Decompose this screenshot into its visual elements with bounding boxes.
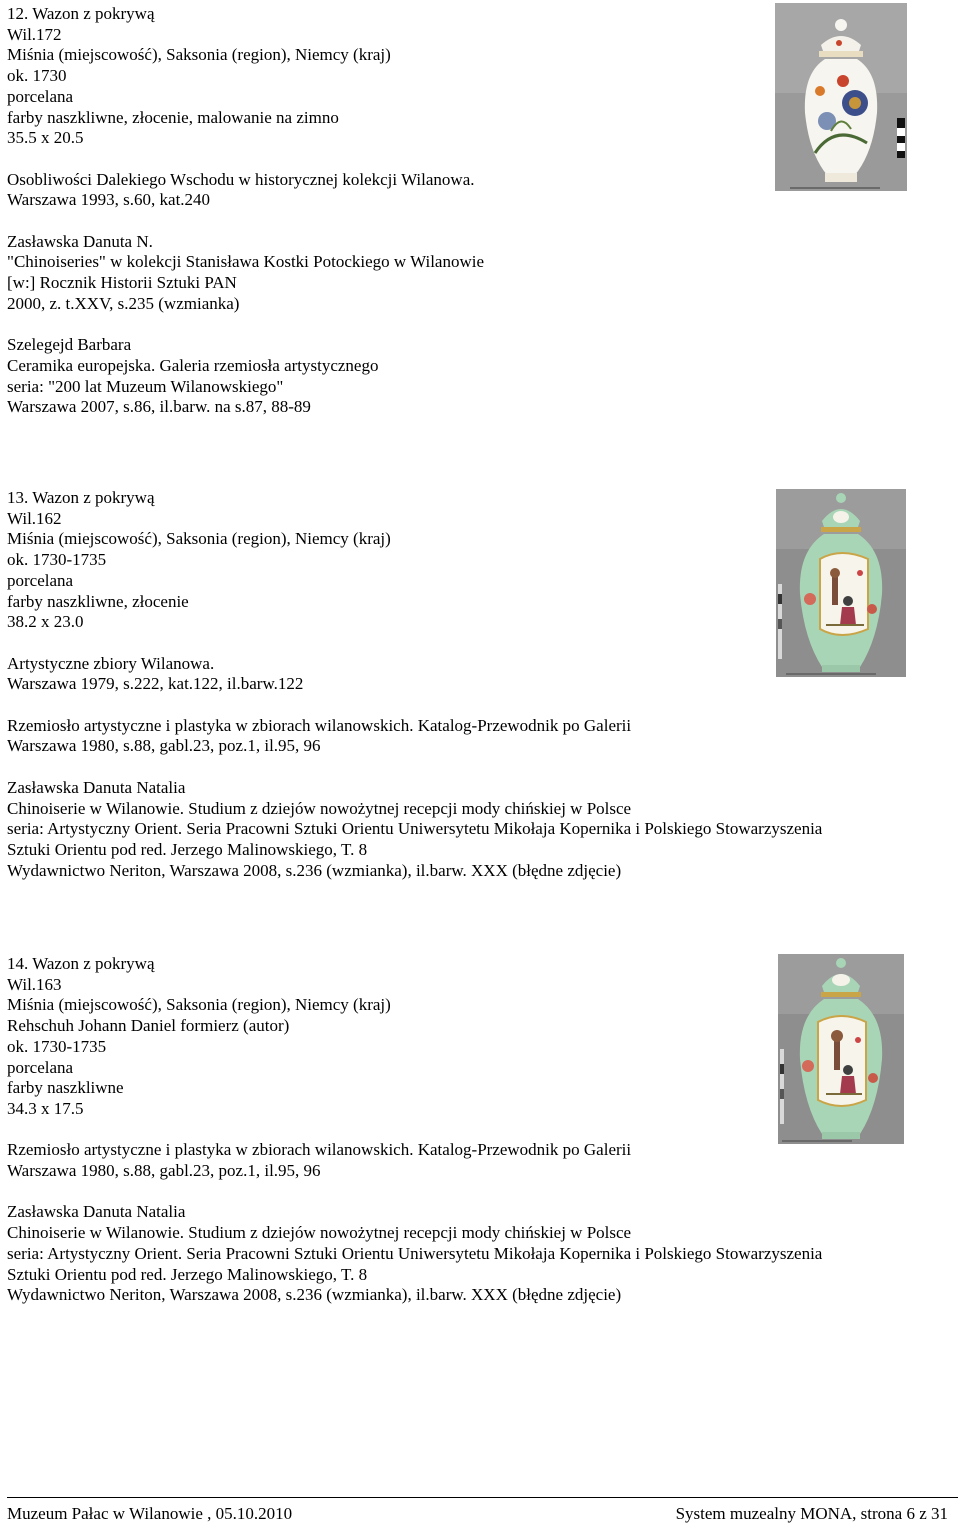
entry-line: seria: Artystyczny Orient. Seria Pracowni Sztuki Orientu Uniwersytetu Mikołaja Kopernika i Polskiego Stowarzyszenia — [7, 1243, 823, 1263]
entry-line: Warszawa 2007, s.86, il.barw. na s.87, 88-89 — [7, 397, 311, 417]
entry-line: porcelana — [7, 1057, 74, 1077]
entry-line: Sztuki Orientu pod red. Jerzego Malinowskiego, T. 8 — [7, 1264, 368, 1284]
entry-line: Rehschuh Johann Daniel formierz (autor) — [7, 1016, 290, 1036]
entry-line: 34.3 x 17.5 — [7, 1098, 84, 1118]
blank-line — [7, 757, 947, 778]
entry-line: Rzemiosło artystyczne i plastyka w zbiorach wilanowskich. Katalog-Przewodnik po Galerii — [7, 715, 632, 735]
entry-line: farby naszkliwne — [7, 1078, 124, 1098]
entry-line: farby naszkliwne, złocenie, malowanie na zimno — [7, 107, 339, 127]
entry-line: 38.2 x 23.0 — [7, 612, 84, 632]
entry-line: Rzemiosło artystyczne i plastyka w zbiorach wilanowskich. Katalog-Przewodnik po Galerii — [7, 1140, 632, 1160]
entry-line: ok. 1730-1735 — [7, 550, 107, 570]
blank-line — [7, 1182, 947, 1203]
entry-line: Warszawa 1980, s.88, gabl.23, poz.1, il.95, 96 — [7, 736, 321, 756]
entry-line: Szelegejd Barbara — [7, 335, 132, 355]
entry-line: porcelana — [7, 570, 74, 590]
blank-line — [7, 211, 947, 232]
entry-line: Warszawa 1979, s.222, kat.122, il.barw.122 — [7, 674, 304, 694]
entry-line: porcelana — [7, 86, 74, 106]
entry-title: 13. Wazon z pokrywą — [7, 488, 155, 507]
green-vase-with-chinoiserie-photo — [778, 954, 904, 1144]
entry-line: Zasławska Danuta Natalia — [7, 1202, 186, 1222]
entry-line: ok. 1730-1735 — [7, 1036, 107, 1056]
entry-line: Wydawnictwo Neriton, Warszawa 2008, s.236 (wzmianka), il.barw. XXX (błędne zdjęcie) — [7, 1285, 622, 1305]
entry-line: Miśnia (miejscowość), Saksonia (region), Niemcy (kraj) — [7, 45, 391, 65]
green-vase-with-chinoiserie-photo — [776, 489, 906, 677]
entry-line: Zasławska Danuta N. — [7, 231, 153, 251]
entry-line: Miśnia (miejscowość), Saksonia (region), Niemcy (kraj) — [7, 529, 391, 549]
entry-line: ok. 1730 — [7, 66, 67, 86]
entry-line: Artystyczne zbiory Wilanowa. — [7, 653, 215, 673]
entry-line: seria: "200 lat Muzeum Wilanowskiego" — [7, 376, 284, 396]
entry-line: farby naszkliwne, złocenie — [7, 591, 189, 611]
entry-line: 2000, z. t.XXV, s.235 (wzmianka) — [7, 293, 240, 313]
entry-line: Wil.162 — [7, 508, 62, 528]
footer-right: System muzealny MONA, strona 6 z 31 — [675, 1504, 948, 1523]
entry-title: 14. Wazon z pokrywą — [7, 954, 155, 973]
entry-line: Sztuki Orientu pod red. Jerzego Malinowskiego, T. 8 — [7, 839, 368, 859]
entry-line: 35.5 x 20.5 — [7, 128, 84, 148]
entry-line: [w:] Rocznik Historii Sztuki PAN — [7, 273, 237, 293]
entry-line: Ceramika europejska. Galeria rzemiosła artystycznego — [7, 355, 379, 375]
entry-line: Wydawnictwo Neriton, Warszawa 2008, s.236 (wzmianka), il.barw. XXX (błędne zdjęcie) — [7, 860, 622, 880]
blank-line — [7, 695, 947, 716]
entry-line: Wil.163 — [7, 974, 62, 994]
white-vase-with-flowers-photo — [775, 3, 907, 191]
entry-line: Warszawa 1993, s.60, kat.240 — [7, 190, 211, 210]
entry-line: Miśnia (miejscowość), Saksonia (region), Niemcy (kraj) — [7, 995, 391, 1015]
entry-line: Wil.172 — [7, 24, 62, 44]
entry-line: Osobliwości Dalekiego Wschodu w historycznej kolekcji Wilanowa. — [7, 169, 475, 189]
entry-title: 12. Wazon z pokrywą — [7, 4, 155, 23]
entry-line: "Chinoiseries" w kolekcji Stanisława Kostki Potockiego w Wilanowie — [7, 252, 485, 272]
entry-line: seria: Artystyczny Orient. Seria Pracowni Sztuki Orientu Uniwersytetu Mikołaja Kopernika i Polskiego Stowarzyszenia — [7, 819, 823, 839]
entry-line: Chinoiserie w Wilanowie. Studium z dziejów nowożytnej recepcji mody chińskiej w Polsce — [7, 798, 632, 818]
page-footer — [7, 1497, 958, 1528]
entry-line: Chinoiserie w Wilanowie. Studium z dziejów nowożytnej recepcji mody chińskiej w Polsce — [7, 1223, 632, 1243]
footer-left: Muzeum Pałac w Wilanowie , 05.10.2010 — [7, 1504, 293, 1523]
entry-line: Zasławska Danuta Natalia — [7, 777, 186, 797]
blank-line — [7, 315, 947, 336]
entry-line: Warszawa 1980, s.88, gabl.23, poz.1, il.95, 96 — [7, 1161, 321, 1181]
